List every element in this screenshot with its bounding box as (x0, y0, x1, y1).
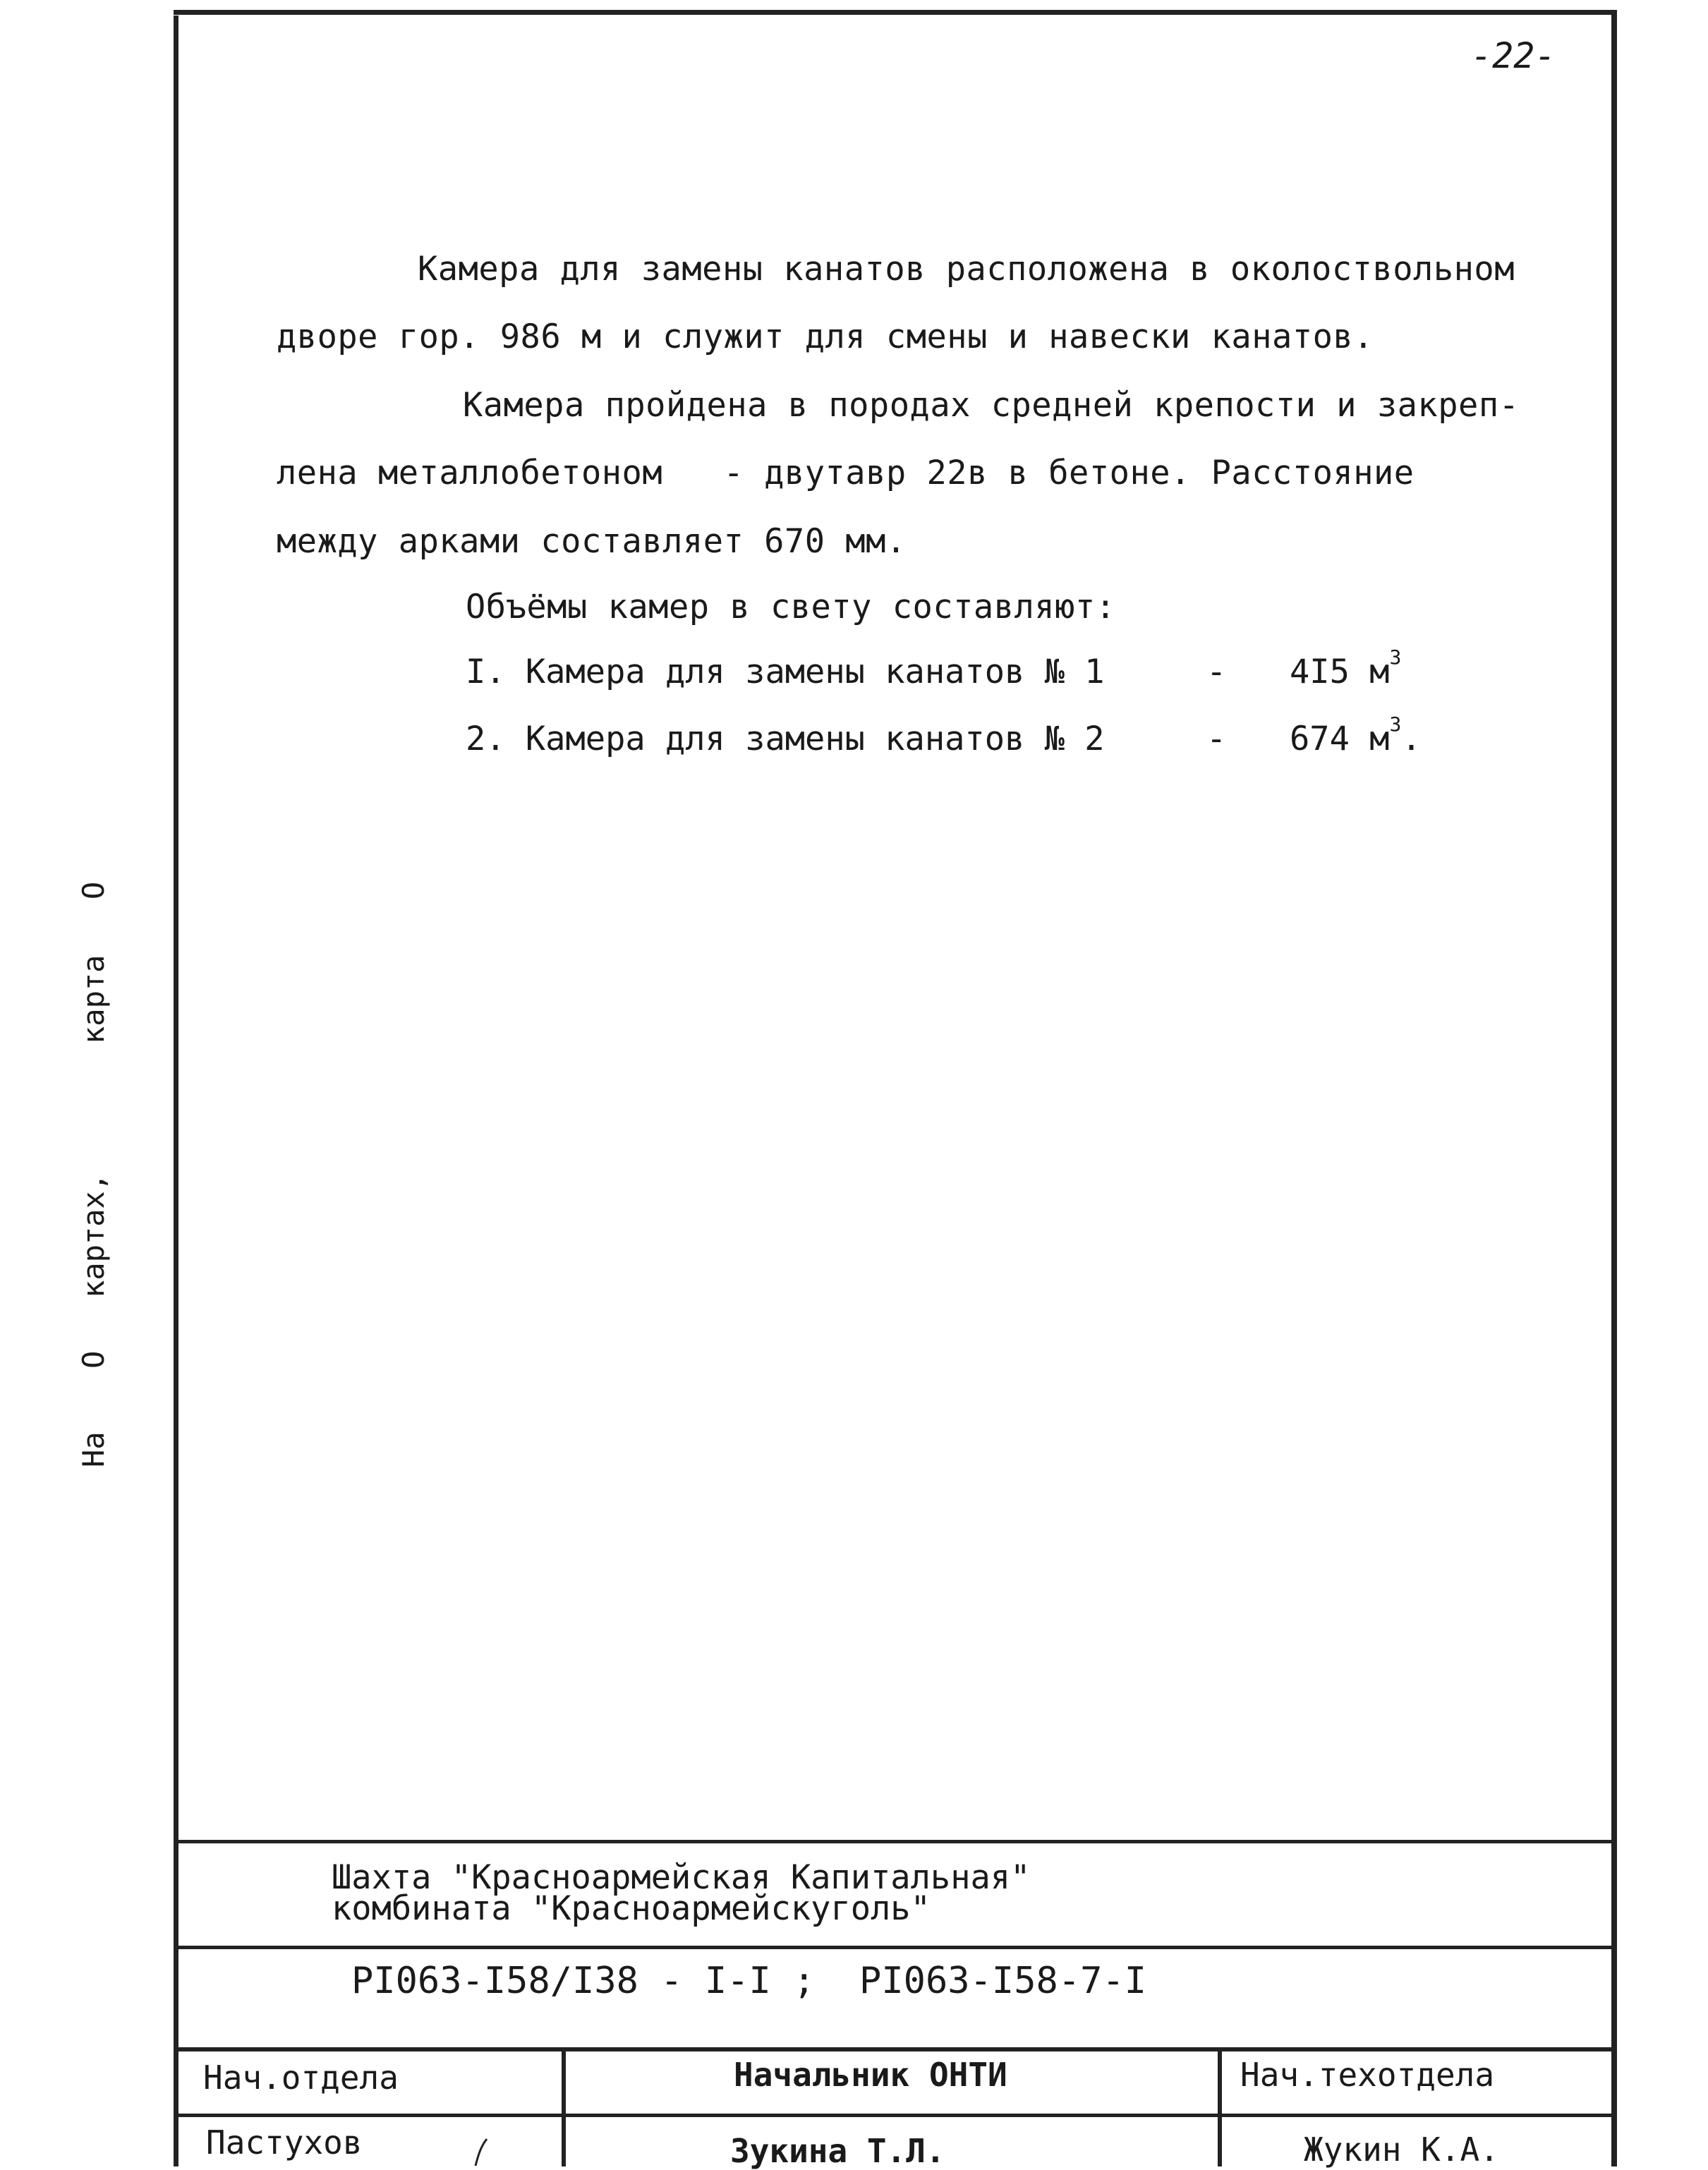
volume-item-1 (466, 645, 1524, 695)
stamp-name-2: Зукина Т.Л. (730, 2132, 945, 2170)
stamp-document-codes: PI063-I58/I38 - I-I ; PI063-I58-7-I (351, 1960, 1147, 2002)
volume-item-2-value (1290, 713, 1422, 758)
stamp-org-line-1: Шахта "Красноармейская Капитальная" (332, 1858, 1031, 1897)
body-line-2: дворе гор. 986 м и служит для смены и навески канатов. (277, 317, 1374, 356)
volume-item-1-value (1290, 645, 1402, 691)
volume-item-2-sup: 3 (1389, 713, 1402, 736)
signature-mark (466, 2138, 494, 2166)
stamp-top-rule (174, 1840, 1617, 1843)
volume-item-2-label: 2. Камера для замены канатов № 2 (466, 720, 1105, 758)
volume-item-1-number: 4I5 м (1290, 653, 1390, 691)
stamp-org-line-2: комбината "Красноармейскуголь" (332, 1889, 931, 1928)
body-line-6: Объёмы камер в свету составляют: (466, 588, 1116, 626)
volume-item-1-sup: 3 (1389, 645, 1402, 669)
page-number: -22- (1471, 35, 1556, 76)
body-line-1: Камера для замены канатов расположена в околоствольном (418, 250, 1515, 289)
stamp-table-row-rule (174, 2114, 1617, 2117)
volume-item-2-number: 674 м (1290, 720, 1390, 758)
side-note-word-3: картах, (76, 1172, 111, 1298)
frame-top-border (174, 10, 1617, 15)
volume-item-2-end: . (1401, 720, 1422, 758)
side-note-word-2: О (76, 1350, 111, 1369)
volume-item-1-dash: - (1206, 653, 1227, 691)
frame-left-border (174, 16, 178, 2166)
volume-item-2-dash: - (1206, 720, 1227, 758)
stamp-col-divider-2 (1218, 2047, 1222, 2166)
side-margin-note (76, 832, 111, 1467)
stamp-name-3: Жукин К.А. (1304, 2130, 1499, 2169)
volume-item-1-label: I. Камера для замены канатов № 1 (466, 653, 1105, 691)
body-line-3: Камера пройдена в породах средней крепости и закреп- (463, 386, 1520, 425)
stamp-mid-rule (174, 1946, 1617, 1949)
body-line-4: лена металлобетоном - двутавр 22в в бетоне. Расстояние (277, 454, 1415, 492)
stamp-table-top-rule (174, 2047, 1617, 2051)
stamp-role-3: Нач.техотдела (1240, 2056, 1495, 2094)
volume-item-2 (466, 713, 1524, 762)
side-note-word-1: На (76, 1431, 111, 1467)
stamp-role-2: Начальник ОНТИ (734, 2056, 1007, 2094)
stamp-name-1: Пастухов (206, 2123, 363, 2162)
body-line-5: между арками составляет 670 мм. (277, 522, 907, 561)
stamp-role-1: Нач.отдела (203, 2059, 399, 2097)
side-note-word-4: карта (76, 954, 111, 1044)
side-note-word-5: О (76, 881, 111, 899)
stamp-col-divider-1 (562, 2047, 566, 2166)
